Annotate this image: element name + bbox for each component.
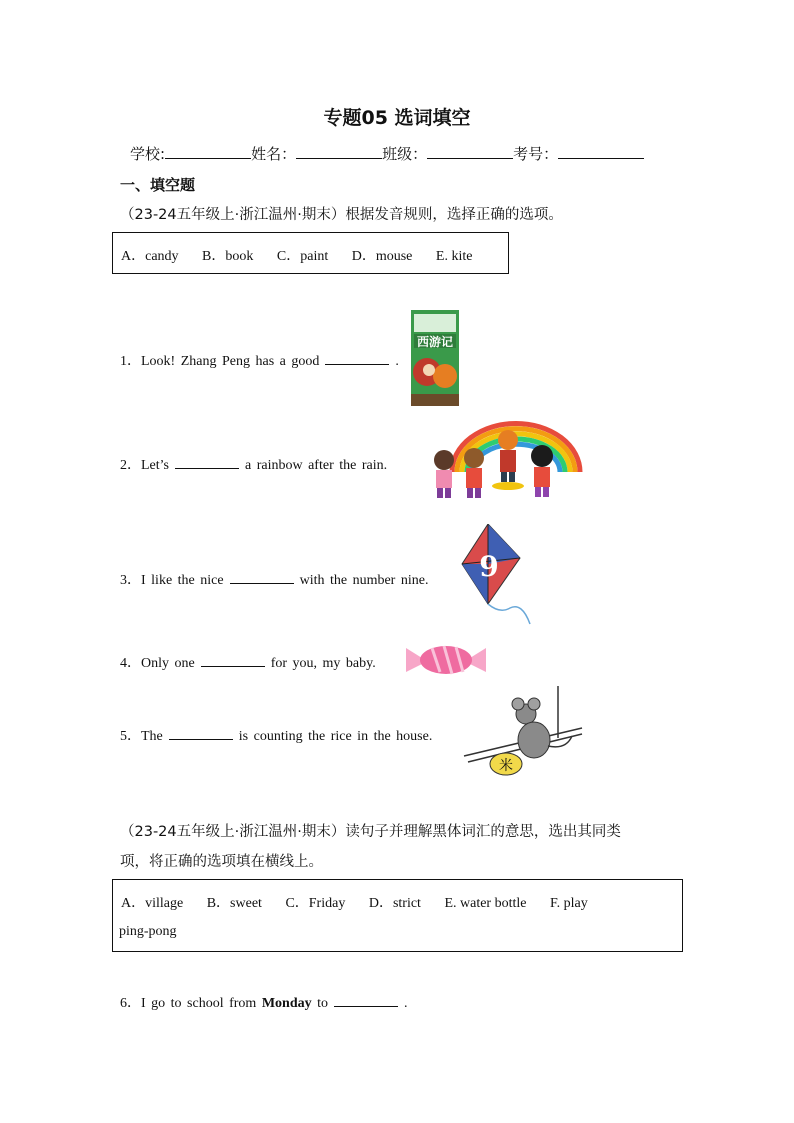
q1-before: Look! Zhang Peng has a good	[141, 354, 320, 369]
part1-options-box	[112, 232, 509, 274]
option-d: D．mouse	[351, 249, 413, 264]
rainbow-children-image	[424, 420, 584, 502]
mouse-image	[462, 686, 586, 778]
q5-number: 5．	[120, 729, 141, 744]
candy-image	[406, 644, 486, 676]
kite-number-text: 9	[479, 550, 499, 583]
option2-a: A．village	[121, 896, 184, 911]
q4-blank[interactable]	[201, 654, 265, 667]
option-c: C．paint	[276, 249, 329, 264]
option2-e: E. water bottle	[444, 896, 527, 911]
q5-blank[interactable]	[169, 727, 233, 740]
q6-before: I go to school from	[141, 996, 257, 1011]
q2-after: a rainbow after the rain.	[245, 458, 388, 473]
q1-number: 1．	[120, 354, 141, 369]
question-5	[120, 725, 432, 745]
question-1	[120, 350, 399, 370]
q3-blank[interactable]	[230, 571, 294, 584]
book-title-text: 西游记	[416, 335, 454, 349]
rice-bag-text: 米	[499, 758, 513, 774]
q2-blank[interactable]	[175, 456, 239, 469]
q3-before: I like the nice	[141, 573, 224, 588]
option-a: A．candy	[121, 249, 179, 264]
q5-before: The	[141, 729, 163, 744]
part2-instruction-line1: （23-24五年级上·浙江温州·期末）读句子并理解黑体词汇的意思，选出其同类	[120, 824, 621, 840]
q6-after: .	[404, 996, 408, 1011]
option2-c: C．Friday	[285, 896, 346, 911]
class-label: 班级：	[382, 145, 428, 163]
school-label: 学校:	[130, 145, 166, 163]
kite-image	[460, 524, 538, 628]
question-6	[120, 992, 408, 1012]
option2-f-cont: ping-pong	[119, 924, 177, 939]
name-label: 姓名：	[251, 145, 297, 163]
q4-before: Only one	[141, 656, 195, 671]
q3-after: with the number nine.	[299, 573, 429, 588]
q6-bold-word: Monday	[261, 996, 312, 1011]
book-image	[411, 310, 459, 406]
school-blank[interactable]	[165, 144, 251, 159]
q2-before: Let’s	[141, 458, 169, 473]
part2-options-box	[112, 879, 683, 952]
question-3	[120, 569, 428, 589]
q5-after: is counting the rice in the house.	[238, 729, 433, 744]
q4-number: 4．	[120, 656, 141, 671]
q6-blank[interactable]	[334, 994, 398, 1007]
name-blank[interactable]	[296, 144, 382, 159]
question-2	[120, 454, 387, 474]
page-title: 专题05 选词填空	[323, 107, 471, 129]
option-b: B．book	[202, 249, 254, 264]
option2-d: D．strict	[368, 896, 421, 911]
part2-instruction-line2: 项，将正确的选项填在横线上。	[120, 854, 323, 870]
option2-b: B．sweet	[206, 896, 262, 911]
student-info-row	[130, 143, 644, 164]
question-4	[120, 652, 376, 672]
class-blank[interactable]	[427, 144, 513, 159]
q6-number: 6．	[120, 996, 141, 1011]
q1-blank[interactable]	[325, 352, 389, 365]
part1-instruction: （23-24五年级上·浙江温州·期末）根据发音规则，选择正确的选项。	[120, 207, 563, 223]
option-e: E. kite	[435, 249, 473, 264]
option2-f: F. play	[549, 896, 588, 911]
q1-after: .	[395, 354, 399, 369]
q3-number: 3．	[120, 573, 141, 588]
exam-no-label: 考号：	[513, 145, 559, 163]
q6-mid: to	[317, 996, 329, 1011]
q4-after: for you, my baby.	[270, 656, 376, 671]
exam-no-blank[interactable]	[558, 144, 644, 159]
section-heading: 一、填空题	[120, 176, 196, 194]
q2-number: 2．	[120, 458, 141, 473]
